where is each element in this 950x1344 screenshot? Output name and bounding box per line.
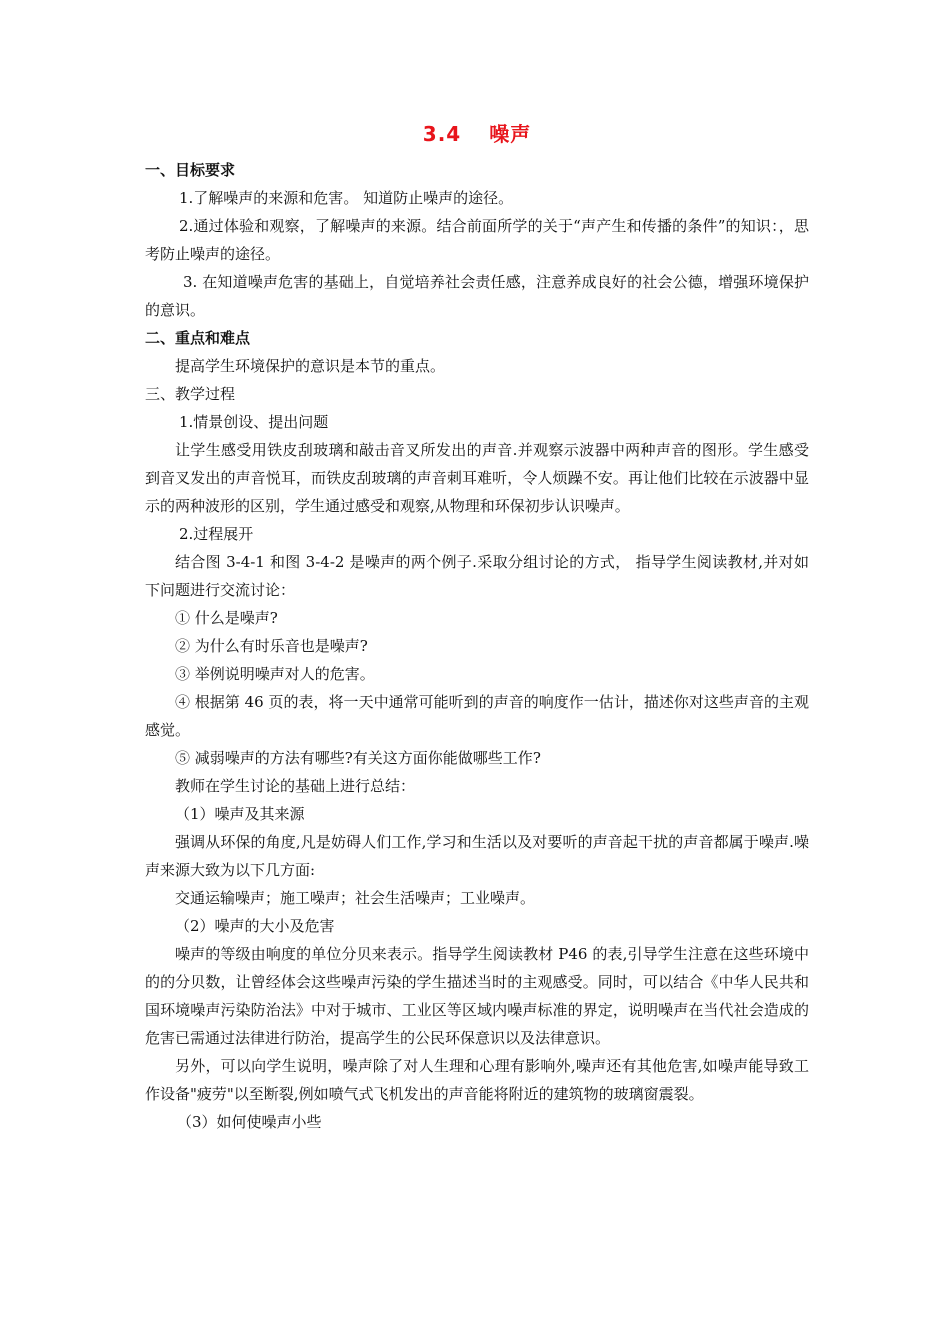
section-heading-key-points: 二、重点和难点 bbox=[145, 329, 251, 347]
process-paragraph-2: 结合图 3-4-1 和图 3-4-2 是噪声的两个例子.采取分组讨论的方式， 指导学生阅读教材,并对如下问题进行交流讨论： bbox=[145, 553, 809, 599]
page-title bbox=[145, 118, 809, 150]
goal-item-1: 1.了解噪声的来源和危害。 知道防止噪声的途径。 bbox=[179, 189, 514, 207]
summary-paragraph-1: 强调从环保的角度,凡是妨碍人们工作,学习和生活以及对要听的声音起干扰的声音都属于噪声.噪声来源大致为以下几方面: bbox=[145, 833, 809, 879]
process-subheading-1: 1.情景创设、提出问题 bbox=[179, 413, 329, 431]
section-heading-goals: 一、目标要求 bbox=[145, 161, 236, 179]
title-number: 3.4 bbox=[422, 122, 462, 146]
question-3: ③ 举例说明噪声对人的危害。 bbox=[175, 665, 375, 683]
key-point-paragraph: 提高学生环境保护的意识是本节的重点。 bbox=[175, 357, 446, 375]
summary-intro: 教师在学生讨论的基础上进行总结： bbox=[175, 777, 416, 795]
summary-paragraph-2: 交通运输噪声；施工噪声；社会生活噪声；工业噪声。 bbox=[175, 889, 536, 907]
process-paragraph-1: 让学生感受用铁皮刮玻璃和敲击音叉所发出的声音.并观察示波器中两种声音的图形。学生感受到音叉发出的声音悦耳，而铁皮刮玻璃的声音刺耳难听，令人烦躁不安。再让他们比较在示波器中显示的两种波形的区别，学生通过感受和观察,从物理和环保初步认识噪声。 bbox=[145, 441, 809, 515]
question-4: ④ 根据第 46 页的表，将一天中通常可能听到的声音的响度作一估计，描述你对这些声音的主观感觉。 bbox=[145, 693, 809, 739]
summary-paragraph-3: 噪声的等级由响度的单位分贝来表示。指导学生阅读教材 P46 的表,引导学生注意在这些环境中的的分贝数，让曾经体会这些噪声污染的学生描述当时的主观感受。同时，可以结合《中华人民共和国环境噪声污染防治法》中对于城市、工业区等区域内噪声标准的界定，说明噪声在当代社会造成的危害已需通过法律进行防治，提高学生的公民环保意识以及法律意识。 bbox=[145, 945, 809, 1047]
question-1: ① 什么是噪声? bbox=[175, 609, 278, 627]
document-page bbox=[145, 118, 809, 1136]
section-heading-process: 三、教学过程 bbox=[145, 385, 236, 403]
summary-subheading-1: （1）噪声及其来源 bbox=[175, 805, 305, 823]
summary-subheading-2: （2）噪声的大小及危害 bbox=[175, 917, 335, 935]
goal-item-2: 2.通过体验和观察，了解噪声的来源。结合前面所学的关于“声产生和传播的条件”的知识：，思考防止噪声的途径。 bbox=[145, 217, 809, 263]
question-2: ② 为什么有时乐音也是噪声? bbox=[175, 637, 368, 655]
goal-item-3: 3. 在知道噪声危害的基础上，自觉培养社会责任感，注意养成良好的社会公德，增强环境保护的意识。 bbox=[145, 273, 809, 319]
title-text: 噪声 bbox=[489, 122, 532, 146]
summary-subheading-3: （3）如何使噪声小些 bbox=[177, 1113, 322, 1131]
process-subheading-2: 2.过程展开 bbox=[179, 525, 254, 543]
question-5: ⑤ 减弱噪声的方法有哪些?有关这方面你能做哪些工作? bbox=[175, 749, 541, 767]
summary-paragraph-4: 另外，可以向学生说明，噪声除了对人生理和心理有影响外,噪声还有其他危害,如噪声能导致工作设备"疲劳"以至断裂,例如喷气式飞机发出的声音能将附近的建筑物的玻璃窗震裂。 bbox=[145, 1057, 809, 1103]
